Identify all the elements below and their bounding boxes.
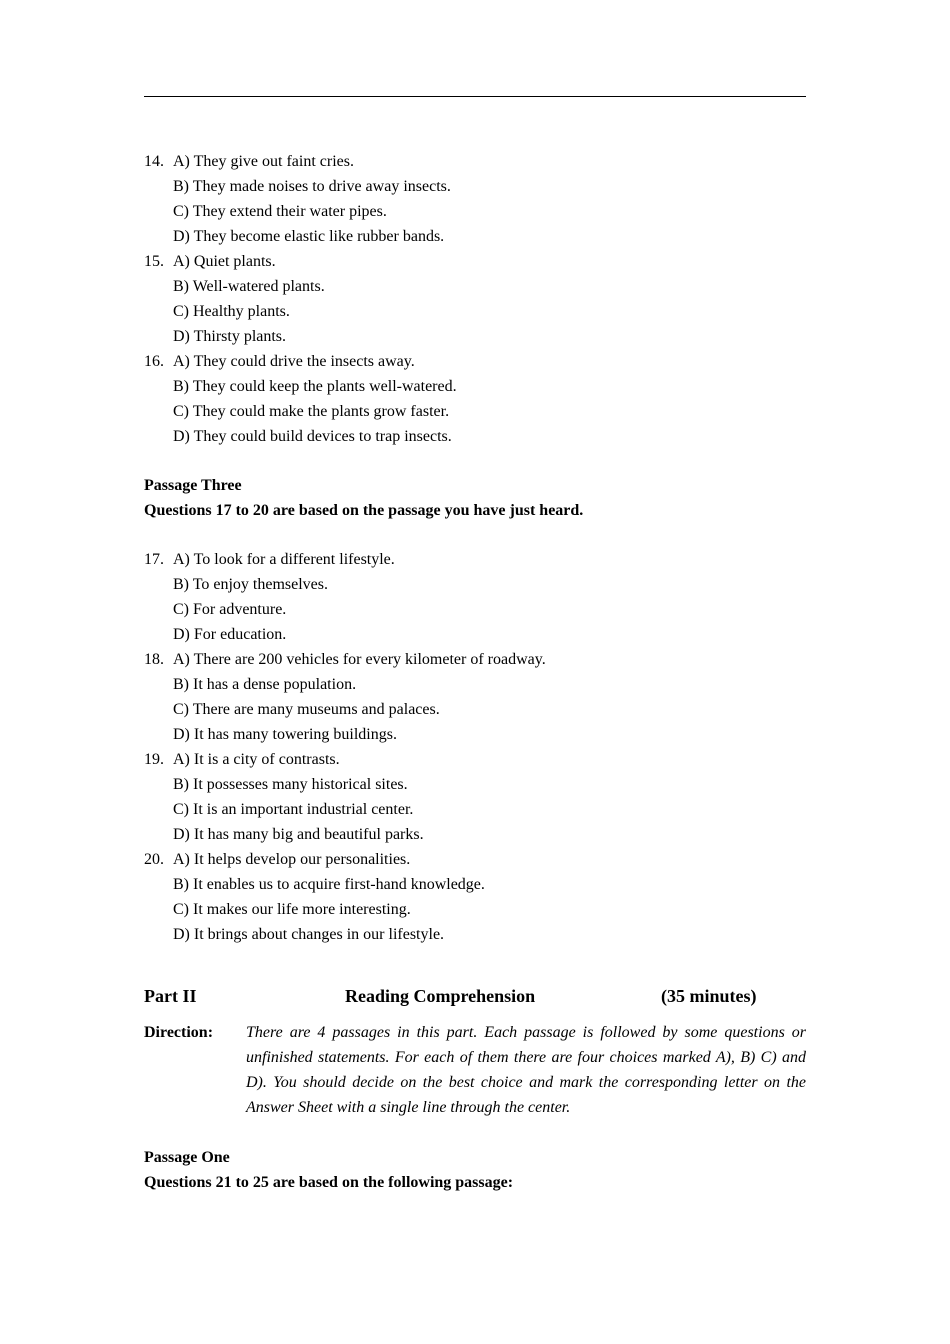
part-time: (35 minutes) — [661, 986, 757, 1006]
answer-option: C) Healthy plants. — [173, 303, 290, 320]
option-line — [144, 622, 806, 647]
option-line — [144, 772, 806, 797]
question-item — [144, 847, 806, 947]
option-line — [144, 199, 806, 224]
passage-three-instruction: Questions 17 to 20 are based on the passage you have just heard. — [144, 502, 584, 519]
answer-option: A) It helps develop our personalities. — [173, 851, 411, 868]
option-line — [144, 672, 806, 697]
direction-label: Direction: — [144, 1024, 214, 1041]
question-number: 14. — [144, 153, 164, 170]
question-number: 17. — [144, 551, 164, 568]
answer-option: D) They become elastic like rubber bands. — [173, 228, 445, 245]
option-line — [144, 174, 806, 199]
passage-three-title: Passage Three — [144, 477, 242, 494]
option-line — [144, 572, 806, 597]
option-line — [144, 299, 806, 324]
option-line — [144, 249, 806, 274]
question-item — [144, 249, 806, 349]
answer-option: C) It is an important industrial center. — [173, 801, 414, 818]
question-item — [144, 547, 806, 647]
option-line — [144, 697, 806, 722]
answer-option: D) It brings about changes in our lifestyle. — [173, 926, 445, 943]
answer-option: C) For adventure. — [173, 601, 287, 618]
option-line — [144, 149, 806, 174]
question-number: 16. — [144, 353, 164, 370]
answer-option: A) There are 200 vehicles for every kilometer of roadway. — [173, 651, 546, 668]
answer-option: C) It makes our life more interesting. — [173, 901, 411, 918]
answer-option: A) To look for a different lifestyle. — [173, 551, 395, 568]
question-item — [144, 647, 806, 747]
answer-option: C) They extend their water pipes. — [173, 203, 387, 220]
answer-option: A) Quiet plants. — [173, 253, 276, 270]
answer-option: A) It is a city of contrasts. — [173, 751, 340, 768]
passage-one-title: Passage One — [144, 1149, 230, 1166]
option-line — [144, 274, 806, 299]
answer-option: B) It has a dense population. — [173, 676, 357, 693]
option-line — [144, 922, 806, 947]
answer-option: A) They give out faint cries. — [173, 153, 354, 170]
option-line — [144, 424, 806, 449]
answer-option: C) They could make the plants grow faster. — [173, 403, 450, 420]
part-label: Part II — [144, 986, 197, 1006]
answer-option: B) It enables us to acquire first-hand knowledge. — [173, 876, 485, 893]
answer-option: D) For education. — [173, 626, 287, 643]
question-number: 19. — [144, 751, 164, 768]
option-line — [144, 349, 806, 374]
option-line — [144, 897, 806, 922]
option-line — [144, 822, 806, 847]
option-line — [144, 547, 806, 572]
option-line — [144, 872, 806, 897]
option-line — [144, 722, 806, 747]
question-group-14-16 — [144, 149, 806, 449]
option-line — [144, 374, 806, 399]
passage-one-instruction: Questions 21 to 25 are based on the following passage: — [144, 1174, 514, 1191]
part-title: Reading Comprehension — [345, 986, 536, 1006]
answer-option: D) It has many towering buildings. — [173, 726, 397, 743]
part-header — [144, 982, 806, 1010]
answer-option: D) Thirsty plants. — [173, 328, 287, 345]
option-line — [144, 399, 806, 424]
answer-option: B) They could keep the plants well-watered. — [173, 378, 457, 395]
option-line — [144, 324, 806, 349]
option-line — [144, 647, 806, 672]
header-rule — [144, 96, 806, 97]
answer-option: B) They made noises to drive away insects. — [173, 178, 451, 195]
option-line — [144, 597, 806, 622]
answer-option: C) There are many museums and palaces. — [173, 701, 440, 718]
option-line — [144, 747, 806, 772]
passage-three-heading — [144, 473, 806, 523]
question-group-17-20 — [144, 547, 806, 947]
answer-option: D) It has many big and beautiful parks. — [173, 826, 424, 843]
direction-text: There are 4 passages in this part. Each passage is followed by some questions or unfinished statements. For each of them there are four choices marked A), B) C) and D). You should decide on the best choice and mark the corresponding letter on the Answer Sheet with a single line through the center. — [246, 1024, 806, 1116]
question-item — [144, 149, 806, 249]
option-line — [144, 224, 806, 249]
answer-option: B) Well-watered plants. — [173, 278, 325, 295]
passage-one-heading — [144, 1145, 806, 1195]
answer-option: B) It possesses many historical sites. — [173, 776, 408, 793]
option-line — [144, 847, 806, 872]
question-item — [144, 747, 806, 847]
option-line — [144, 797, 806, 822]
answer-option: B) To enjoy themselves. — [173, 576, 329, 593]
question-item — [144, 349, 806, 449]
answer-option: A) They could drive the insects away. — [173, 353, 415, 370]
question-number: 20. — [144, 851, 164, 868]
answer-option: D) They could build devices to trap insects. — [173, 428, 452, 445]
question-number: 15. — [144, 253, 164, 270]
question-number: 18. — [144, 651, 164, 668]
